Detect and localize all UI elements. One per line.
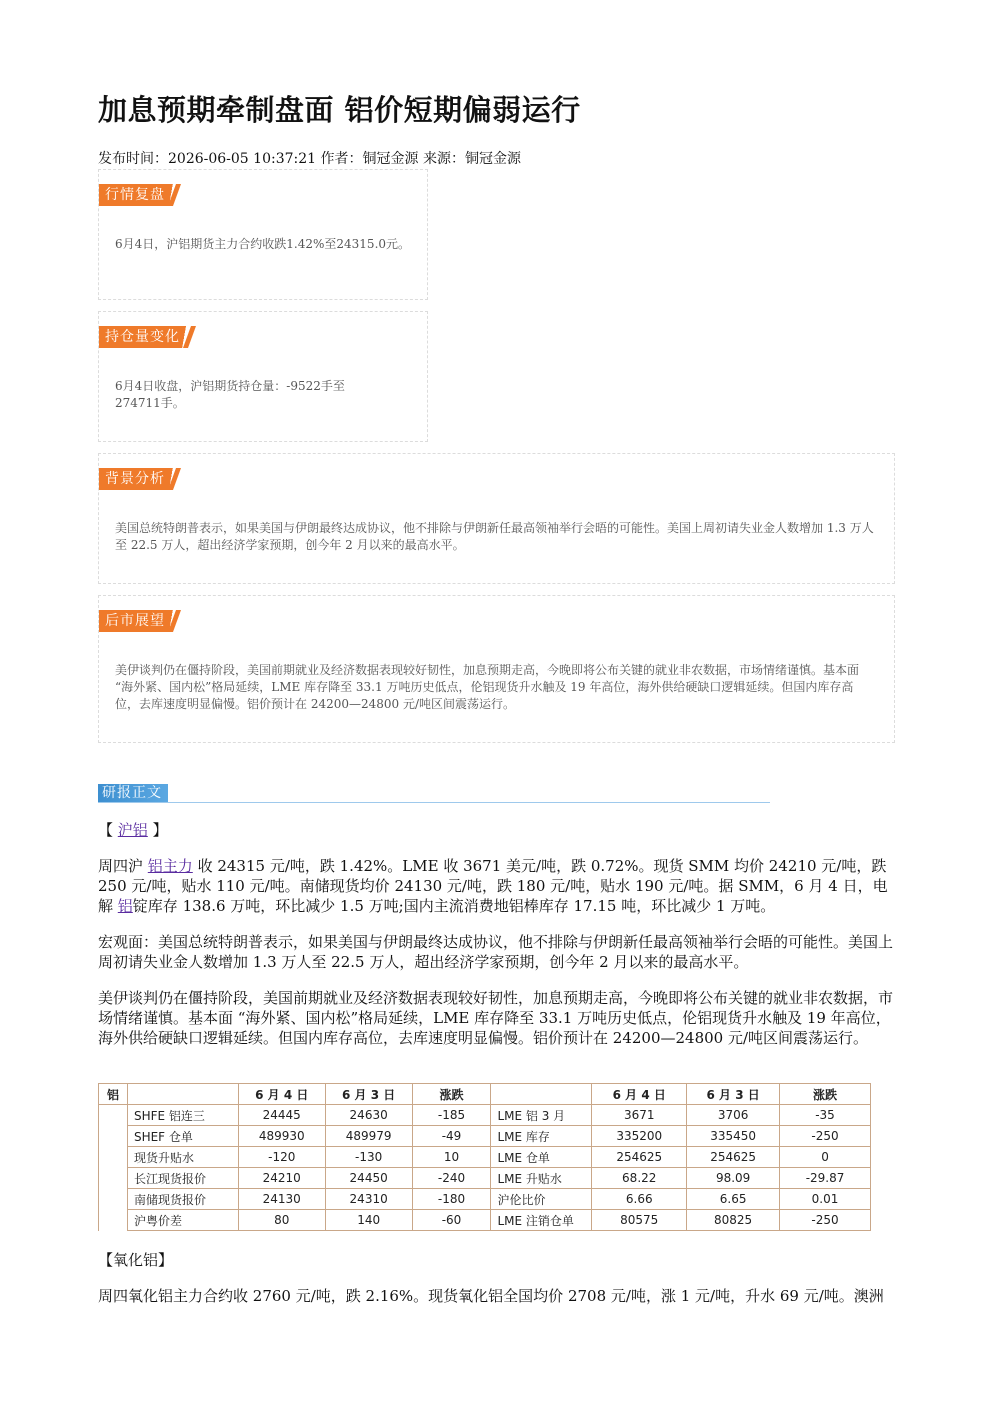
table-cell: -60 — [412, 1210, 491, 1231]
aluminum-main-link[interactable]: 铝主力 — [147, 857, 193, 875]
article-title: 加息预期牵制盘面 铝价短期偏弱运行 — [98, 93, 581, 127]
table-cell: 24445 — [238, 1105, 325, 1126]
section-open-interest — [98, 311, 428, 442]
table-cell: SHEF 仓单 — [127, 1126, 238, 1147]
table-cell: 98.09 — [687, 1168, 780, 1189]
header-cell: 6 月 3 日 — [687, 1084, 780, 1105]
table-cell: -240 — [412, 1168, 491, 1189]
section-tag: 背景分析 — [99, 468, 179, 490]
table-row — [99, 1126, 871, 1147]
table-blank-cell — [99, 1210, 128, 1231]
table-cell: -180 — [412, 1189, 491, 1210]
table-cell: 254625 — [687, 1147, 780, 1168]
header-blank — [127, 1084, 238, 1105]
header-cell: 涨跌 — [780, 1084, 871, 1105]
table-cell: 80825 — [687, 1210, 780, 1231]
table-cell: 10 — [412, 1147, 491, 1168]
table-blank-cell — [99, 1105, 128, 1126]
table-cell: 24310 — [325, 1189, 412, 1210]
header-cell: 6 月 3 日 — [325, 1084, 412, 1105]
table-row — [99, 1210, 871, 1231]
table-blank-cell — [99, 1147, 128, 1168]
table-row — [99, 1189, 871, 1210]
table-cell: LME 升贴水 — [491, 1168, 592, 1189]
table-cell: -185 — [412, 1105, 491, 1126]
text-run: 周四沪 — [98, 857, 148, 875]
table-cell: 335200 — [592, 1126, 687, 1147]
table-cell: 335450 — [687, 1126, 780, 1147]
section-outlook — [98, 595, 895, 743]
table-cell: 沪伦比价 — [491, 1189, 592, 1210]
table-cell: 3706 — [687, 1105, 780, 1126]
hulv-link[interactable]: 沪铝 — [117, 821, 148, 839]
section-tag: 持仓量变化 — [99, 326, 194, 348]
aluminum-link[interactable]: 铝 — [117, 897, 133, 915]
header-cell: 涨跌 — [412, 1084, 491, 1105]
table-cell: 6.65 — [687, 1189, 780, 1210]
table-cell: SHFE 铝连三 — [127, 1105, 238, 1126]
article-meta: 发布时间：2026-06-05 10:37:21 作者：铜冠金源 来源：铜冠金源 — [98, 151, 521, 167]
table-blank-cell — [99, 1189, 128, 1210]
table-cell: 254625 — [592, 1147, 687, 1168]
section-text: 美国总统特朗普表示，如果美国与伊朗最终达成协议，他不排除与伊朗新任最高领袖举行会晤的可能性。美国上周初请失业金人数增加 1.3 万人至 22.5 万人，超出经济学家预期，创今年 2 月以来的最高水平。 — [115, 521, 874, 552]
section-tag: 行情复盘 — [99, 184, 179, 206]
table-cell: -130 — [325, 1147, 412, 1168]
section-text: 6月4日收盘，沪铝期货持仓量：-9522手至274711手。 — [115, 379, 345, 410]
section-market-review — [98, 169, 428, 300]
paragraph-market — [98, 856, 893, 916]
table-cell: 6.66 — [592, 1189, 687, 1210]
alumina-heading: 【氧化铝】 — [98, 1251, 174, 1269]
table-cell: 0 — [780, 1147, 871, 1168]
table-cell: 0.01 — [780, 1189, 871, 1210]
table-cell: 80575 — [592, 1210, 687, 1231]
table-cell: -120 — [238, 1147, 325, 1168]
table-cell: 长江现货报价 — [127, 1168, 238, 1189]
bracket-close: 】 — [147, 821, 168, 839]
table-cell: 80 — [238, 1210, 325, 1231]
table-cell: 南储现货报价 — [127, 1189, 238, 1210]
report-body-tag: 研报正文 — [98, 784, 168, 802]
table-cell: 现货升贴水 — [127, 1147, 238, 1168]
table-cell: 24130 — [238, 1189, 325, 1210]
paragraph-outlook: 美伊谈判仍在僵持阶段，美国前期就业及经济数据表现较好韧性，加息预期走高，今晚即将公布关键的就业非农数据，市场情绪谨慎。基本面 “海外紧、国内松”格局延续，LME 库存降至 33.1 万吨历史低点，伦铝现货升水触及 19 年高位，海外供给硬缺口逻辑延续。但国内库存高位，去库速度明显偏慢。铝价预计在 24200—24800 元/吨区间震荡运行。 — [98, 989, 894, 1047]
table-blank-cell — [99, 1126, 128, 1147]
table-cell: LME 库存 — [491, 1126, 592, 1147]
section-background — [98, 453, 895, 584]
section-tag: 后市展望 — [99, 610, 179, 632]
table-cell: 489930 — [238, 1126, 325, 1147]
section-text: 美伊谈判仍在僵持阶段，美国前期就业及经济数据表现较好韧性，加息预期走高，今晚即将公布关键的就业非农数据，市场情绪谨慎。基本面 “海外紧、国内松”格局延续，LME 库存降至 33.1 万吨历史低点，伦铝现货升水触及 19 年高位，海外供给硬缺口逻辑延续。但国内库存高位，去库速度明显偏慢。铝价预计在 24200—24800 元/吨区间震荡运行。 — [115, 663, 860, 711]
table-blank-cell — [99, 1168, 128, 1189]
table-cell: LME 仓单 — [491, 1147, 592, 1168]
table-row — [99, 1105, 871, 1126]
table-cell: 24630 — [325, 1105, 412, 1126]
table-cell: LME 铝 3 月 — [491, 1105, 592, 1126]
table-cell: 3671 — [592, 1105, 687, 1126]
table-cell: 68.22 — [592, 1168, 687, 1189]
price-table — [98, 1083, 871, 1231]
paragraph-alumina: 周四氧化铝主力合约收 2760 元/吨，跌 2.16%。现货氧化铝全国均价 2708 元/吨，涨 1 元/吨，升水 69 元/吨。澳洲 — [98, 1287, 884, 1305]
header-cell — [491, 1084, 592, 1105]
text-run: 锭库存 138.6 万吨，环比减少 1.5 万吨;国内主流消费地铝棒库存 17.15 吨，环比减少 1 万吨。 — [132, 897, 776, 915]
text-run: 收 24315 元/吨，跌 1.42%。LME 收 3671 美元/吨，跌 0.72%。现货 SMM 均价 24210 元/吨，跌 250 元/吨，贴水 110 元/吨。南储现货均价 24130 元/吨，跌 180 元/吨，贴水 190 元/吨。据 SMM，6 月 4 日，电解 — [98, 857, 888, 915]
table-metal-cell: 铝 — [99, 1084, 128, 1105]
table-cell: -250 — [780, 1126, 871, 1147]
table-cell: -49 — [412, 1126, 491, 1147]
bracket-open: 【 — [98, 821, 118, 839]
table-cell: -250 — [780, 1210, 871, 1231]
table-cell: 140 — [325, 1210, 412, 1231]
table-cell: -29.87 — [780, 1168, 871, 1189]
table-cell: 沪粤价差 — [127, 1210, 238, 1231]
table-cell: 489979 — [325, 1126, 412, 1147]
table-row — [99, 1147, 871, 1168]
hulv-heading — [98, 820, 893, 840]
header-cell: 6 月 4 日 — [592, 1084, 687, 1105]
table-cell: -35 — [780, 1105, 871, 1126]
table-row — [99, 1168, 871, 1189]
header-cell: 6 月 4 日 — [238, 1084, 325, 1105]
table-cell: 24210 — [238, 1168, 325, 1189]
table-cell: 24450 — [325, 1168, 412, 1189]
section-text: 6月4日，沪铝期货主力合约收跌1.42%至24315.0元。 — [115, 237, 411, 251]
table-cell: LME 注销仓单 — [491, 1210, 592, 1231]
paragraph-macro: 宏观面：美国总统特朗普表示，如果美国与伊朗最终达成协议，他不排除与伊朗新任最高领袖举行会晤的可能性。美国上周初请失业金人数增加 1.3 万人至 22.5 万人，超出经济学家预期，创今年 2 月以来的最高水平。 — [98, 933, 894, 971]
report-body-header — [98, 784, 770, 803]
table-header-row — [99, 1084, 871, 1105]
